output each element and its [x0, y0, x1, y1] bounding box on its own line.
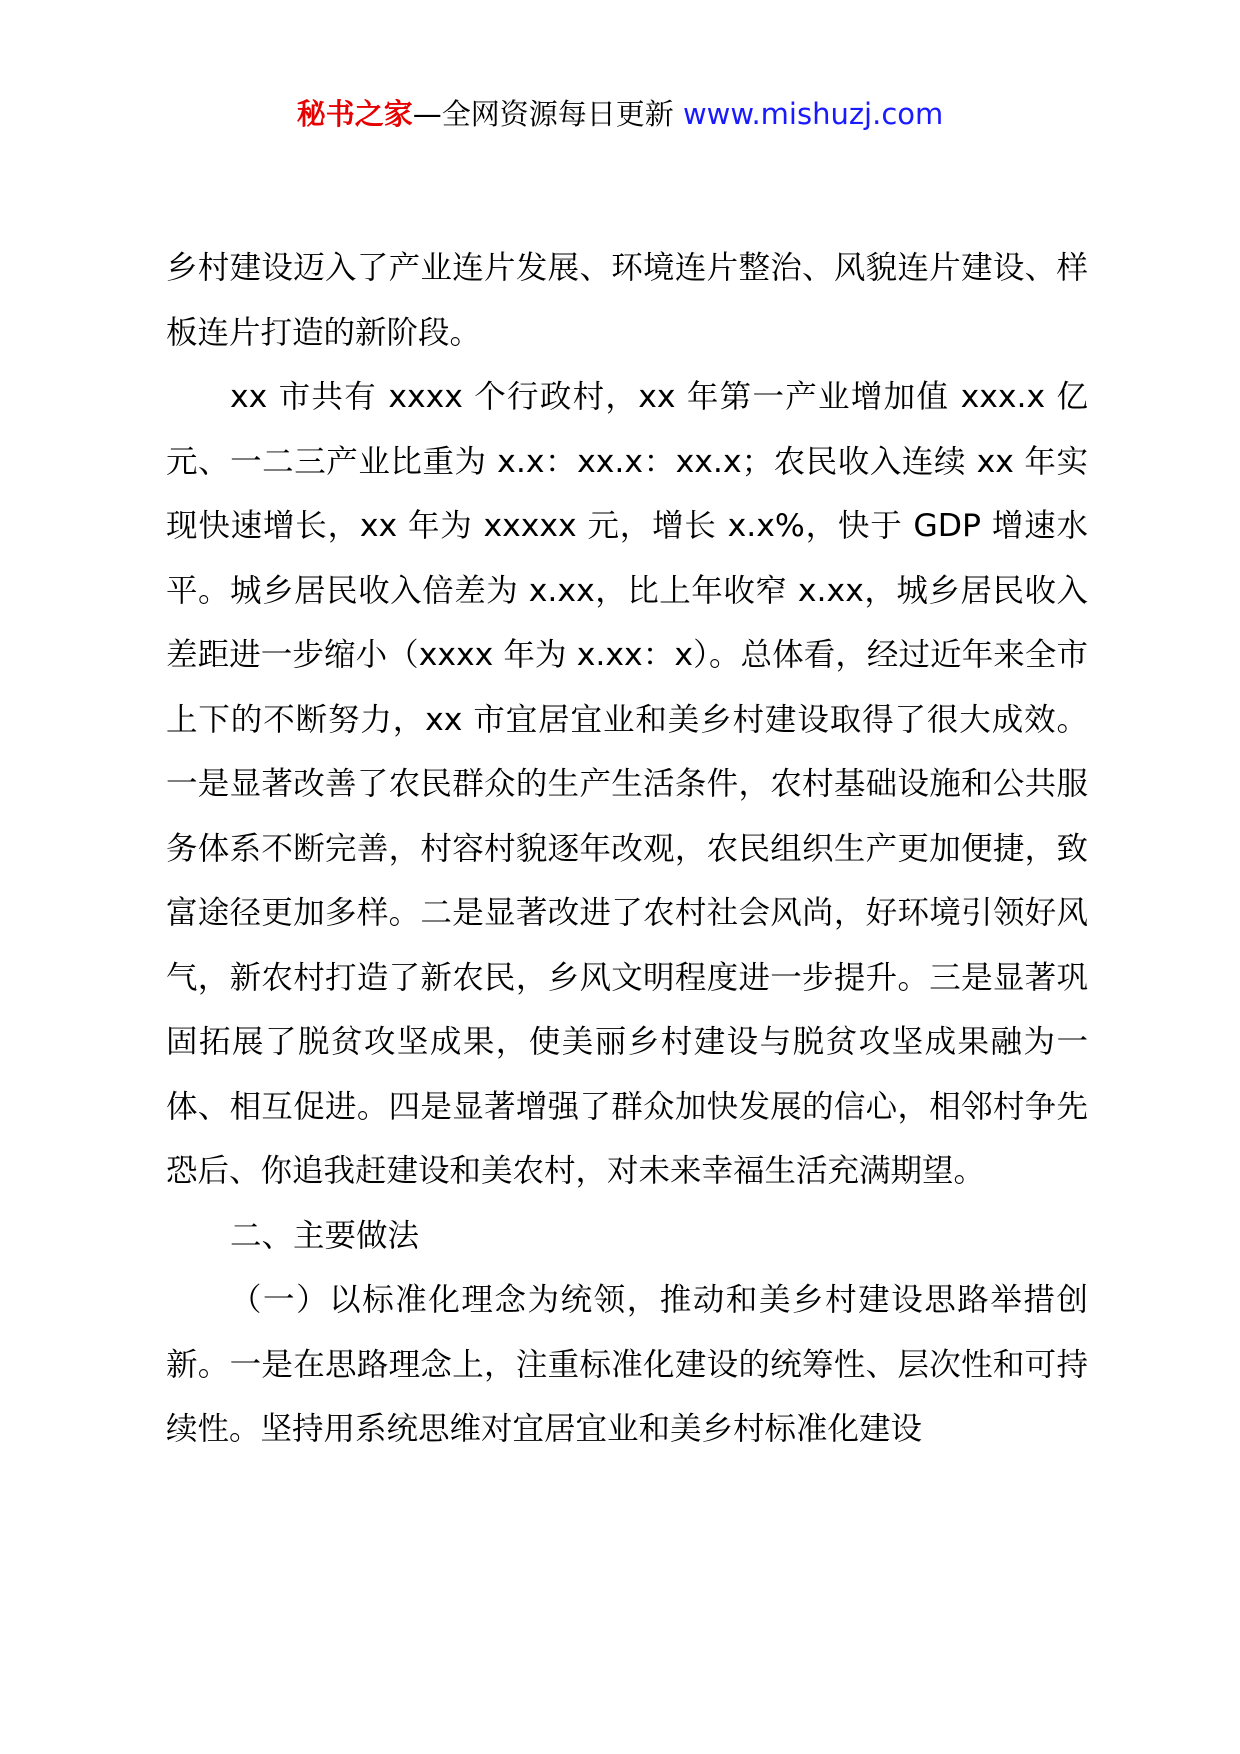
section-heading: 二、主要做法 — [230, 1217, 420, 1254]
page-header — [0, 94, 1240, 134]
site-tagline: —全网资源每日更新 — [412, 97, 683, 131]
paragraph-statistics: xx 市共有 xxxx 个行政村，xx 年第一产业增加值 xxx.x 亿元、一二三产业比重为 x.x：xx.x：xx.x；农民收入连续 xx 年实现快速增长，xx 年为 xxxxx 元，增长 x.x%，快于 GDP 增速水平。城乡居民收入倍差为 x.xx，比上年收窄 x.xx，城乡居民收入差距进一步缩小（xxxx 年为 x.xx：x）。总体看，经过近年来全市上下的不断努力，xx 市宜居宜业和美乡村建设取得了很大成效。一是显著改善了农民群众的生产生活条件，农村基础设施和公共服务体系不断完善，村容村貌逐年改观，农民组织生产更加便捷，致富途径更加多样。二是显著改进了农村社会风尚，好环境引领好风气，新农村打造了新农民，乡风文明程度进一步提升。三是显著巩固拓展了脱贫攻坚成果，使美丽乡村建设与脱贫攻坚成果融为一体、相互促进。四是显著增强了群众加快发展的信心，相邻村争先恐后、你追我赶建设和美农村，对未来幸福生活充满期望。 — [166, 379, 1088, 1189]
paragraph-continuation: 乡村建设迈入了产业连片发展、环境连片整治、风貌连片建设、样板连片打造的新阶段。 — [166, 250, 1088, 351]
document-body — [166, 236, 1088, 1462]
site-url-link[interactable]: www.mishuzj.com — [682, 97, 944, 131]
site-brand: 秘书之家 — [296, 97, 413, 131]
paragraph-practice-1: （一）以标准化理念为统领，推动和美乡村建设思路举措创新。一是在思路理念上，注重标准化建设的统筹性、层次性和可持续性。坚持用系统思维对宜居宜业和美乡村标准化建设 — [166, 1282, 1088, 1447]
